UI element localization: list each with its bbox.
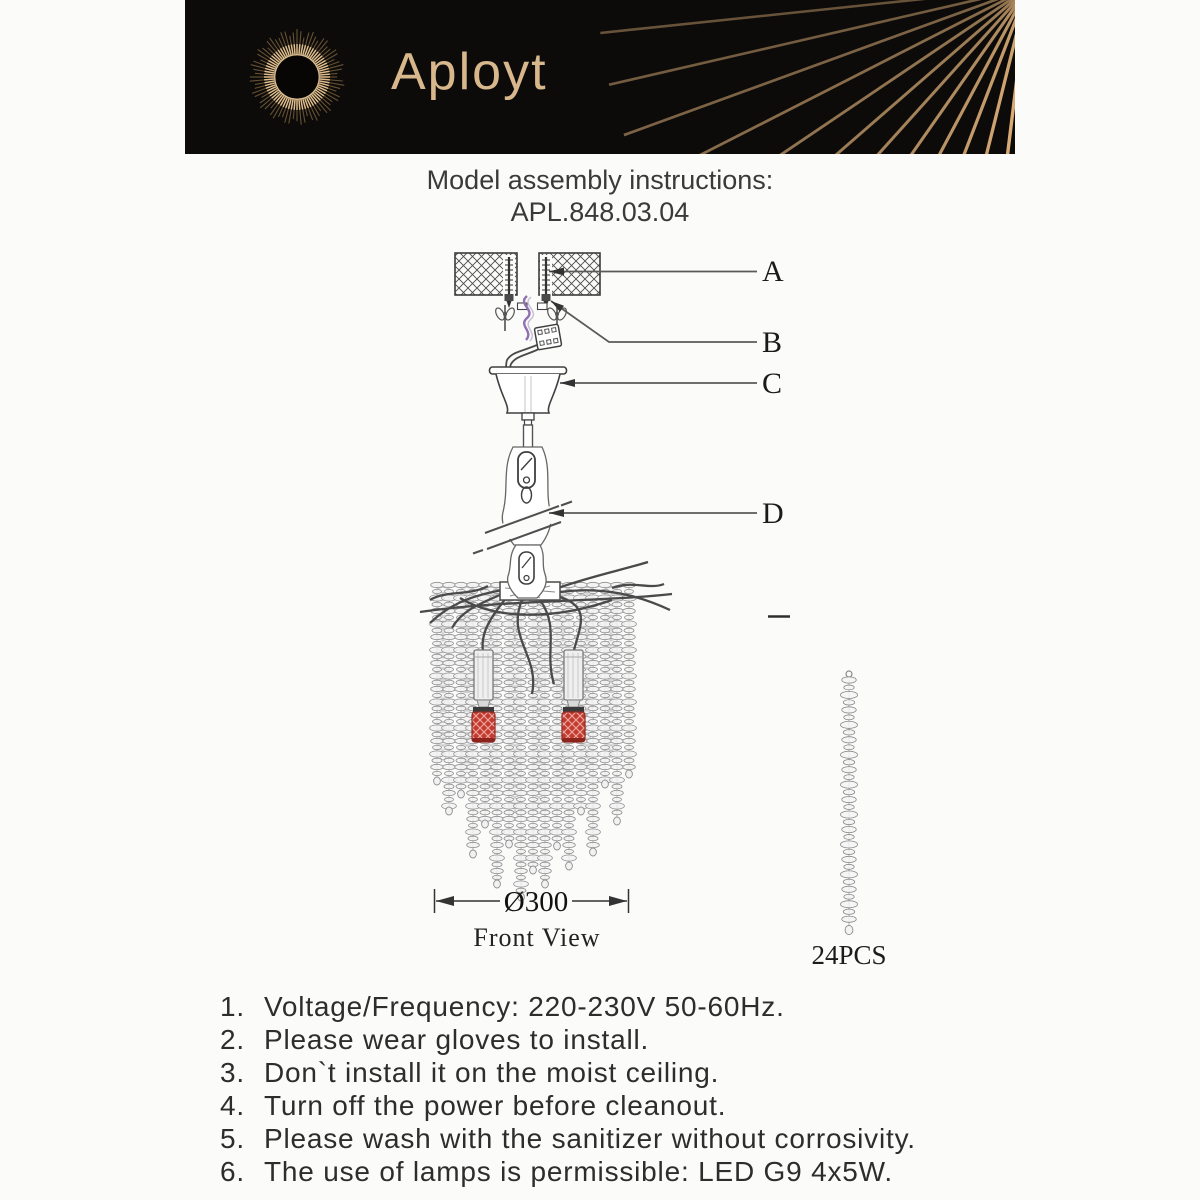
- page-title: Model assembly instructions:: [426, 165, 774, 195]
- list-item: [220, 1023, 1140, 1056]
- crystal-strands: [430, 582, 637, 901]
- list-item: [220, 1056, 1140, 1089]
- parts-count-label: 24PCS: [811, 940, 887, 970]
- item-number: 1.: [220, 991, 245, 1022]
- spare-strand: [840, 671, 857, 935]
- item-number: 2.: [220, 1024, 245, 1055]
- hanging-rod: [524, 425, 533, 449]
- instruction-list: [220, 990, 1140, 1188]
- item-text: Turn off the power before cleanout.: [264, 1090, 727, 1121]
- list-item: [220, 990, 1140, 1023]
- terminal-connector: [534, 324, 561, 350]
- mounting-hardware: [518, 303, 548, 310]
- list-item: [220, 1089, 1140, 1122]
- view-label: Front View: [473, 923, 601, 952]
- power-wire: [524, 296, 533, 341]
- item-text: Voltage/Frequency: 220-230V 50-60Hz.: [264, 991, 785, 1022]
- label-d: D: [762, 497, 784, 530]
- item-number: 5.: [220, 1123, 245, 1154]
- item-number: 4.: [220, 1090, 245, 1121]
- ceiling-block: [455, 253, 600, 295]
- label-c: C: [762, 367, 783, 400]
- brand-logo-text: Aployt: [391, 43, 548, 101]
- item-text: Don`t install it on the moist ceiling.: [264, 1057, 720, 1088]
- label-a: A: [762, 255, 784, 288]
- label-b: B: [762, 326, 783, 359]
- diameter-dimension: Ø300: [503, 886, 569, 918]
- list-item: [220, 1122, 1140, 1155]
- lower-chain: [508, 545, 547, 598]
- canopy-bell: [490, 367, 567, 425]
- item-text: Please wear gloves to install.: [264, 1024, 650, 1055]
- leader-lines: [549, 272, 790, 617]
- model-number: APL.848.03.04: [510, 197, 690, 227]
- item-text: The use of lamps is permissible: LED G9 4x5W.: [264, 1156, 893, 1187]
- item-number: 6.: [220, 1156, 245, 1187]
- anchor-bolts: [503, 255, 552, 308]
- item-number: 3.: [220, 1057, 245, 1088]
- item-text: Please wash with the sanitizer without corrosivity.: [264, 1123, 916, 1154]
- list-item: [220, 1155, 1140, 1188]
